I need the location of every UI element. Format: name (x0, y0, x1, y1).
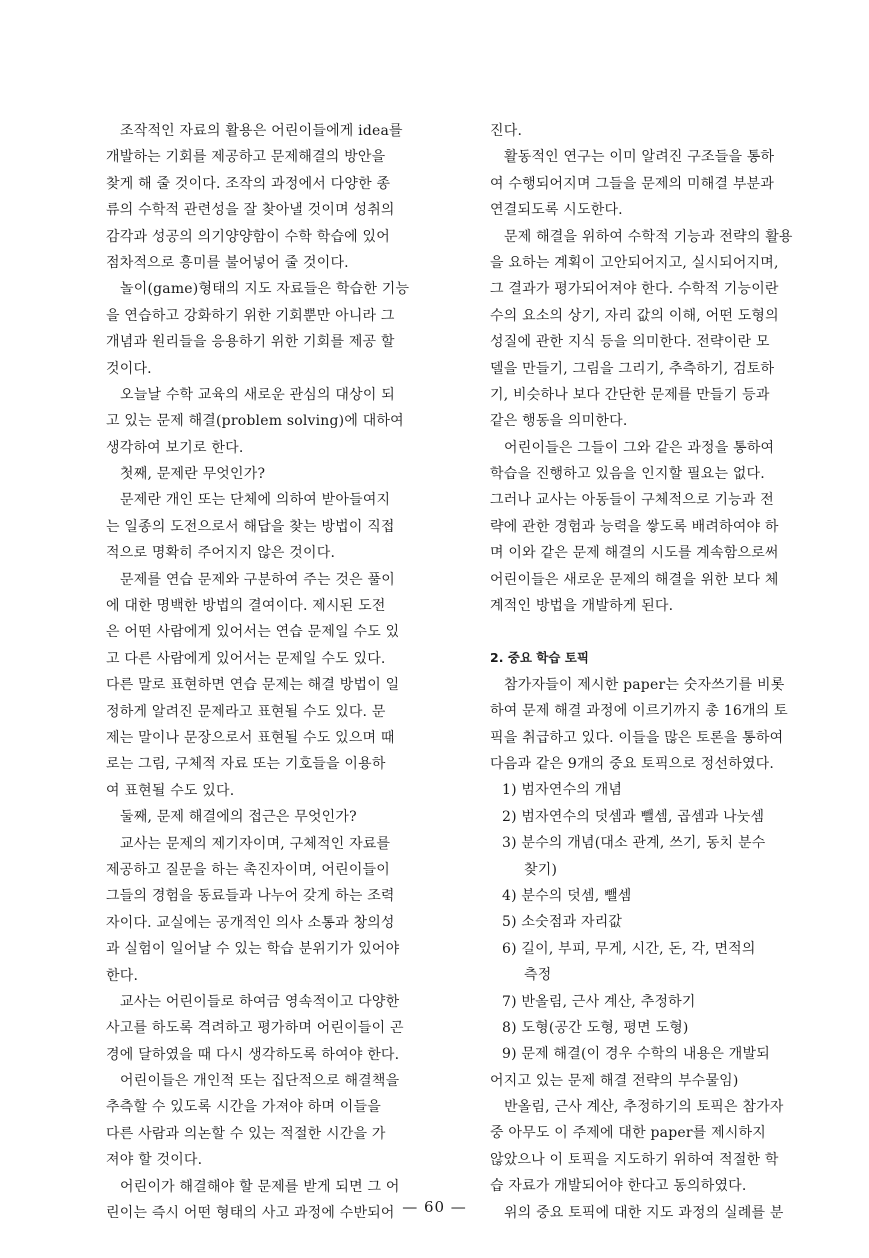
topic-item-continuation: 어지고 있는 문제 해결 전략의 부수물임) (490, 1072, 739, 1089)
text-line: 추측할 수 있도록 시간을 가져야 하며 이들을 (106, 1099, 381, 1116)
text-line: 교사는 어린이들로 하여금 영속적이고 다양한 (120, 993, 400, 1010)
topic-item-continuation: 측정 (524, 967, 552, 984)
text-line: 픽을 취급하고 있다. 이들을 많은 토론을 통하여 (490, 729, 784, 746)
text-line: 다음과 같은 9개의 중요 토픽으로 정선하였다. (490, 755, 775, 772)
text-line: 참가자들이 제시한 paper는 숫자쓰기를 비롯 (504, 676, 785, 693)
text-line: 생각하여 보기로 한다. (106, 439, 244, 456)
text-line: 자이다. 교실에는 공개적인 의사 소통과 창의성 (106, 914, 395, 931)
text-line: 고 다른 사람에게 있어서는 문제일 수도 있다. (106, 650, 386, 667)
text-line: 문제 해결을 위하여 수학적 기능과 전략의 활용 (504, 228, 793, 245)
text-line: 점차적으로 흥미를 불어넣어 줄 것이다. (106, 254, 349, 271)
text-line: 여 수행되어지며 그들을 문제의 미해결 부분과 (490, 175, 775, 192)
text-line: 을 연습하고 강화하기 위한 기회뿐만 아니라 그 (106, 307, 395, 324)
text-line: 기, 비슷하나 보다 간단한 문제를 만들기 등과 (490, 386, 770, 403)
section-title: 2. 중요 학습 토픽 (490, 650, 589, 666)
text-line: 다른 말로 표현하면 연습 문제는 해결 방법이 일 (106, 677, 400, 694)
text-line: 을 요하는 계획이 고안되어지고, 실시되어지며, (490, 254, 779, 271)
topic-item: 7) 반올림, 근사 계산, 추정하기 (502, 993, 696, 1010)
topic-item-continuation: 찾기) (524, 861, 558, 878)
text-line: 그들의 경험을 동료들과 나누어 갖게 하는 조력 (106, 888, 395, 905)
text-line: 감각과 성공의 의기양양함이 수학 학습에 있어 (106, 228, 391, 245)
text-line: 반올림, 근사 계산, 추정하기의 토픽은 참가자 (504, 1099, 784, 1116)
page-number: — 60 — (402, 1198, 467, 1216)
text-line: 제공하고 질문을 하는 촉진자이며, 어린이들이 (106, 861, 391, 878)
text-line: 어린이들은 개인적 또는 집단적으로 해결책을 (120, 1073, 400, 1090)
text-line: 략에 관한 경험과 능력을 쌓도록 배려하여야 하 (490, 518, 779, 535)
left-column (106, 118, 458, 1226)
text-line: 성질에 관한 지식 등을 의미한다. 전략이란 모 (490, 334, 770, 351)
text-line: 교사는 문제의 제기자이며, 구체적인 자료를 (120, 835, 391, 852)
text-line: 위의 중요 토픽에 대한 지도 과정의 실례를 분 (504, 1204, 784, 1221)
topic-item: 4) 분수의 덧셈, 뺄셈 (502, 887, 632, 904)
text-line: 습 자료가 개발되어야 한다고 동의하였다. (490, 1178, 747, 1195)
text-line: 류의 수학적 관련성을 잘 찾아낼 것이며 성취의 (106, 202, 395, 219)
text-line: 문제란 개인 또는 단체에 의하여 받아들여지 (120, 492, 391, 509)
topic-item: 3) 분수의 개념(대소 관계, 쓰기, 동치 분수 (502, 835, 766, 852)
topic-item: 6) 길이, 부피, 무게, 시간, 돈, 각, 면적의 (502, 940, 756, 957)
topic-item: 2) 범자연수의 덧셈과 뺄셈, 곱셈과 나눗셈 (502, 808, 765, 825)
text-line: 델을 만들기, 그림을 그리기, 추측하기, 검토하 (490, 360, 775, 377)
topic-item: 5) 소숫점과 자리값 (502, 914, 623, 931)
text-line: 어린이들은 그들이 그와 같은 과정을 통하여 (504, 439, 775, 456)
text-line: 적으로 명확히 주어지지 않은 것이다. (106, 545, 336, 562)
text-line: 연결되도록 시도한다. (490, 202, 623, 219)
text-line: 것이다. (106, 360, 152, 377)
text-line: 고 있는 문제 해결(problem solving)에 대하여 (106, 413, 404, 430)
text-line: 수의 요소의 상기, 자리 값의 이해, 어떤 도형의 (490, 307, 779, 324)
text-line: 둘째, 문제 해결에의 접근은 무엇인가? (120, 809, 357, 826)
text-line: 여 표현될 수도 있다. (106, 782, 235, 799)
topic-item: 9) 문제 해결(이 경우 수학의 내용은 개발되 (502, 1046, 770, 1063)
text-line: 개념과 원리들을 응용하기 위한 기회를 제공 할 (106, 334, 395, 351)
text-line: 는 일종의 도전으로서 해답을 찾는 방법이 직접 (106, 518, 395, 535)
text-line: 개발하는 기회를 제공하고 문제해결의 방안을 (106, 149, 386, 166)
text-line: 그 결과가 평가되어져야 한다. 수학적 기능이란 (490, 281, 779, 298)
text-line: 찾게 해 줄 것이다. 조작의 과정에서 다양한 종 (106, 175, 391, 192)
text-line: 은 어떤 사람에게 있어서는 연습 문제일 수도 있 (106, 624, 400, 641)
text-line: 오늘날 수학 교육의 새로운 관심의 대상이 되 (120, 386, 395, 403)
text-line: 계적인 방법을 개발하게 된다. (490, 598, 674, 615)
text-line: 중 아무도 이 주제에 대한 paper를 제시하지 (490, 1125, 767, 1142)
text-line: 사고를 하도록 격려하고 평가하며 어린이들이 곤 (106, 1020, 404, 1037)
text-line: 로는 그림, 구체적 자료 또는 기호들을 이용하 (106, 756, 386, 773)
section-spacer (490, 619, 842, 645)
text-line: 학습을 진행하고 있음을 인지할 필요는 없다. (490, 466, 765, 483)
text-line: 과 실험이 일어날 수 있는 학습 분위기가 있어야 (106, 941, 400, 958)
text-line: 정하게 알려진 문제라고 표현될 수도 있다. 문 (106, 703, 386, 720)
text-line: 린이는 즉시 어떤 형태의 사고 과정에 수반되어 (106, 1205, 395, 1222)
topic-item: 8) 도형(공간 도형, 평면 도형) (502, 1019, 689, 1036)
text-line: 그러나 교사는 아동들이 구체적으로 기능과 전 (490, 492, 775, 509)
text-line: 한다. (106, 967, 139, 984)
text-line: 하여 문제 해결 과정에 이르기까지 총 16개의 토 (490, 703, 788, 720)
text-line: 져야 할 것이다. (106, 1152, 203, 1169)
text-line: 며 이와 같은 문제 해결의 시도를 계속함으로써 (490, 545, 779, 562)
text-line: 어린이가 해결해야 할 문제를 받게 되면 그 어 (120, 1178, 400, 1195)
text-line: 활동적인 연구는 이미 알려진 구조들을 통하 (504, 149, 775, 166)
right-column (490, 118, 842, 1226)
text-line: 조작적인 자료의 활용은 어린이들에게 idea를 (120, 123, 403, 139)
text-line: 다른 사람과 의논할 수 있는 적절한 시간을 가 (106, 1125, 386, 1142)
topic-list (490, 777, 842, 1094)
topic-item: 1) 범자연수의 개념 (502, 782, 623, 799)
text-line: 첫째, 문제란 무엇인가? (120, 466, 266, 483)
text-line: 어린이들은 새로운 문제의 해결을 위한 보다 체 (490, 571, 779, 588)
text-line: 놀이(game)형태의 지도 자료들은 학습한 기능 (120, 281, 410, 298)
right-column-body (490, 118, 842, 619)
text-line: 제는 말이나 문장으로서 표현될 수도 있으며 때 (106, 729, 395, 746)
text-line: 같은 행동을 의미한다. (490, 413, 628, 430)
text-line: 진다. (490, 123, 523, 139)
text-line: 경에 달하였을 때 다시 생각하도록 하여야 한다. (106, 1046, 400, 1063)
text-line: 않았으나 이 토픽을 지도하기 위하여 적절한 학 (490, 1151, 779, 1168)
text-line: 에 대한 명백한 방법의 결여이다. 제시된 도전 (106, 598, 386, 615)
section-intro (490, 672, 842, 778)
text-line: 문제를 연습 문제와 구분하여 주는 것은 풀이 (120, 571, 395, 588)
